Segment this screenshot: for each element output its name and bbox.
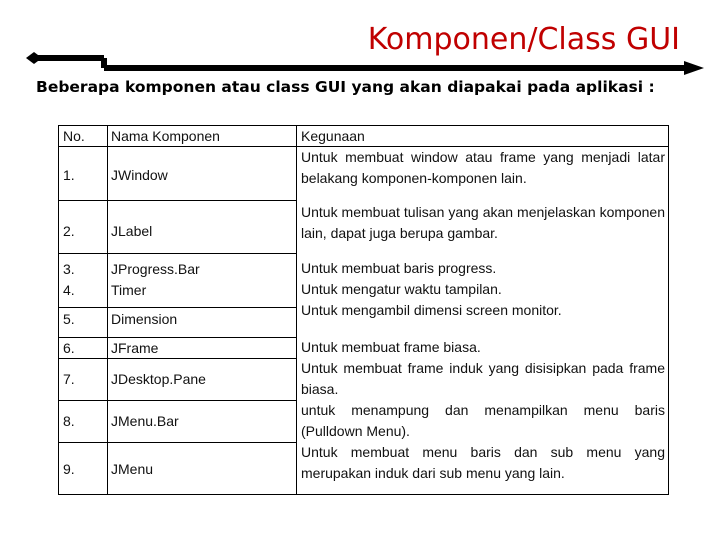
use-progressbar: Untuk membuat baris progress. xyxy=(301,260,497,276)
header-name: Nama Komponen xyxy=(111,128,220,144)
header-use: Kegunaan xyxy=(301,128,365,144)
use-dimension: Untuk mengambil dimensi screen monitor. xyxy=(301,302,562,318)
row-name: JProgress.Bar xyxy=(111,261,200,277)
page-title: Komponen/Class GUI xyxy=(367,22,680,57)
row-no: 9. xyxy=(63,461,75,477)
row-name: Dimension xyxy=(111,311,178,327)
row-no: 5. xyxy=(63,311,75,327)
use-window: Untuk membuat window atau frame yang menjadi latar belakang komponen-komponen lain. xyxy=(301,149,665,186)
use-timer: Untuk mengatur waktu tampilan. xyxy=(301,281,502,297)
row-no: 2. xyxy=(63,223,75,239)
subtitle: Beberapa komponen atau class GUI yang akan diapakai pada aplikasi : xyxy=(36,78,655,96)
use-progress-timer-dimension xyxy=(301,258,665,321)
use-menu: Untuk membuat menu baris dan sub menu yang merupakan induk dari sub menu yang lain. xyxy=(301,444,665,481)
row-no: 7. xyxy=(63,371,75,387)
use-menubar: untuk menampung dan menampilkan menu baris (Pulldown Menu). xyxy=(301,402,665,439)
row-name: JLabel xyxy=(111,223,153,239)
row-no: 1. xyxy=(63,167,75,183)
row-name: JWindow xyxy=(111,167,168,183)
row-name: JDesktop.Pane xyxy=(111,371,206,387)
use-frame-menus xyxy=(301,337,665,484)
header-no: No. xyxy=(63,128,85,144)
row-name: JFrame xyxy=(111,340,159,356)
row-no: 6. xyxy=(63,340,75,356)
left-table-border xyxy=(59,126,297,495)
row-no: 4. xyxy=(63,282,75,298)
row-no: 8. xyxy=(63,413,75,429)
use-label: Untuk membuat tulisan yang akan menjelaskan komponen lain, dapat juga berupa gambar. xyxy=(301,204,665,241)
row-name: JMenu.Bar xyxy=(111,413,179,429)
row-no: 3. xyxy=(63,261,75,277)
use-frame: Untuk membuat frame biasa. xyxy=(301,339,481,355)
row-name: Timer xyxy=(111,282,147,298)
row-name: JMenu xyxy=(111,461,154,477)
use-desktoppane: Untuk membuat frame induk yang disisipkan pada frame biasa. xyxy=(301,360,665,397)
